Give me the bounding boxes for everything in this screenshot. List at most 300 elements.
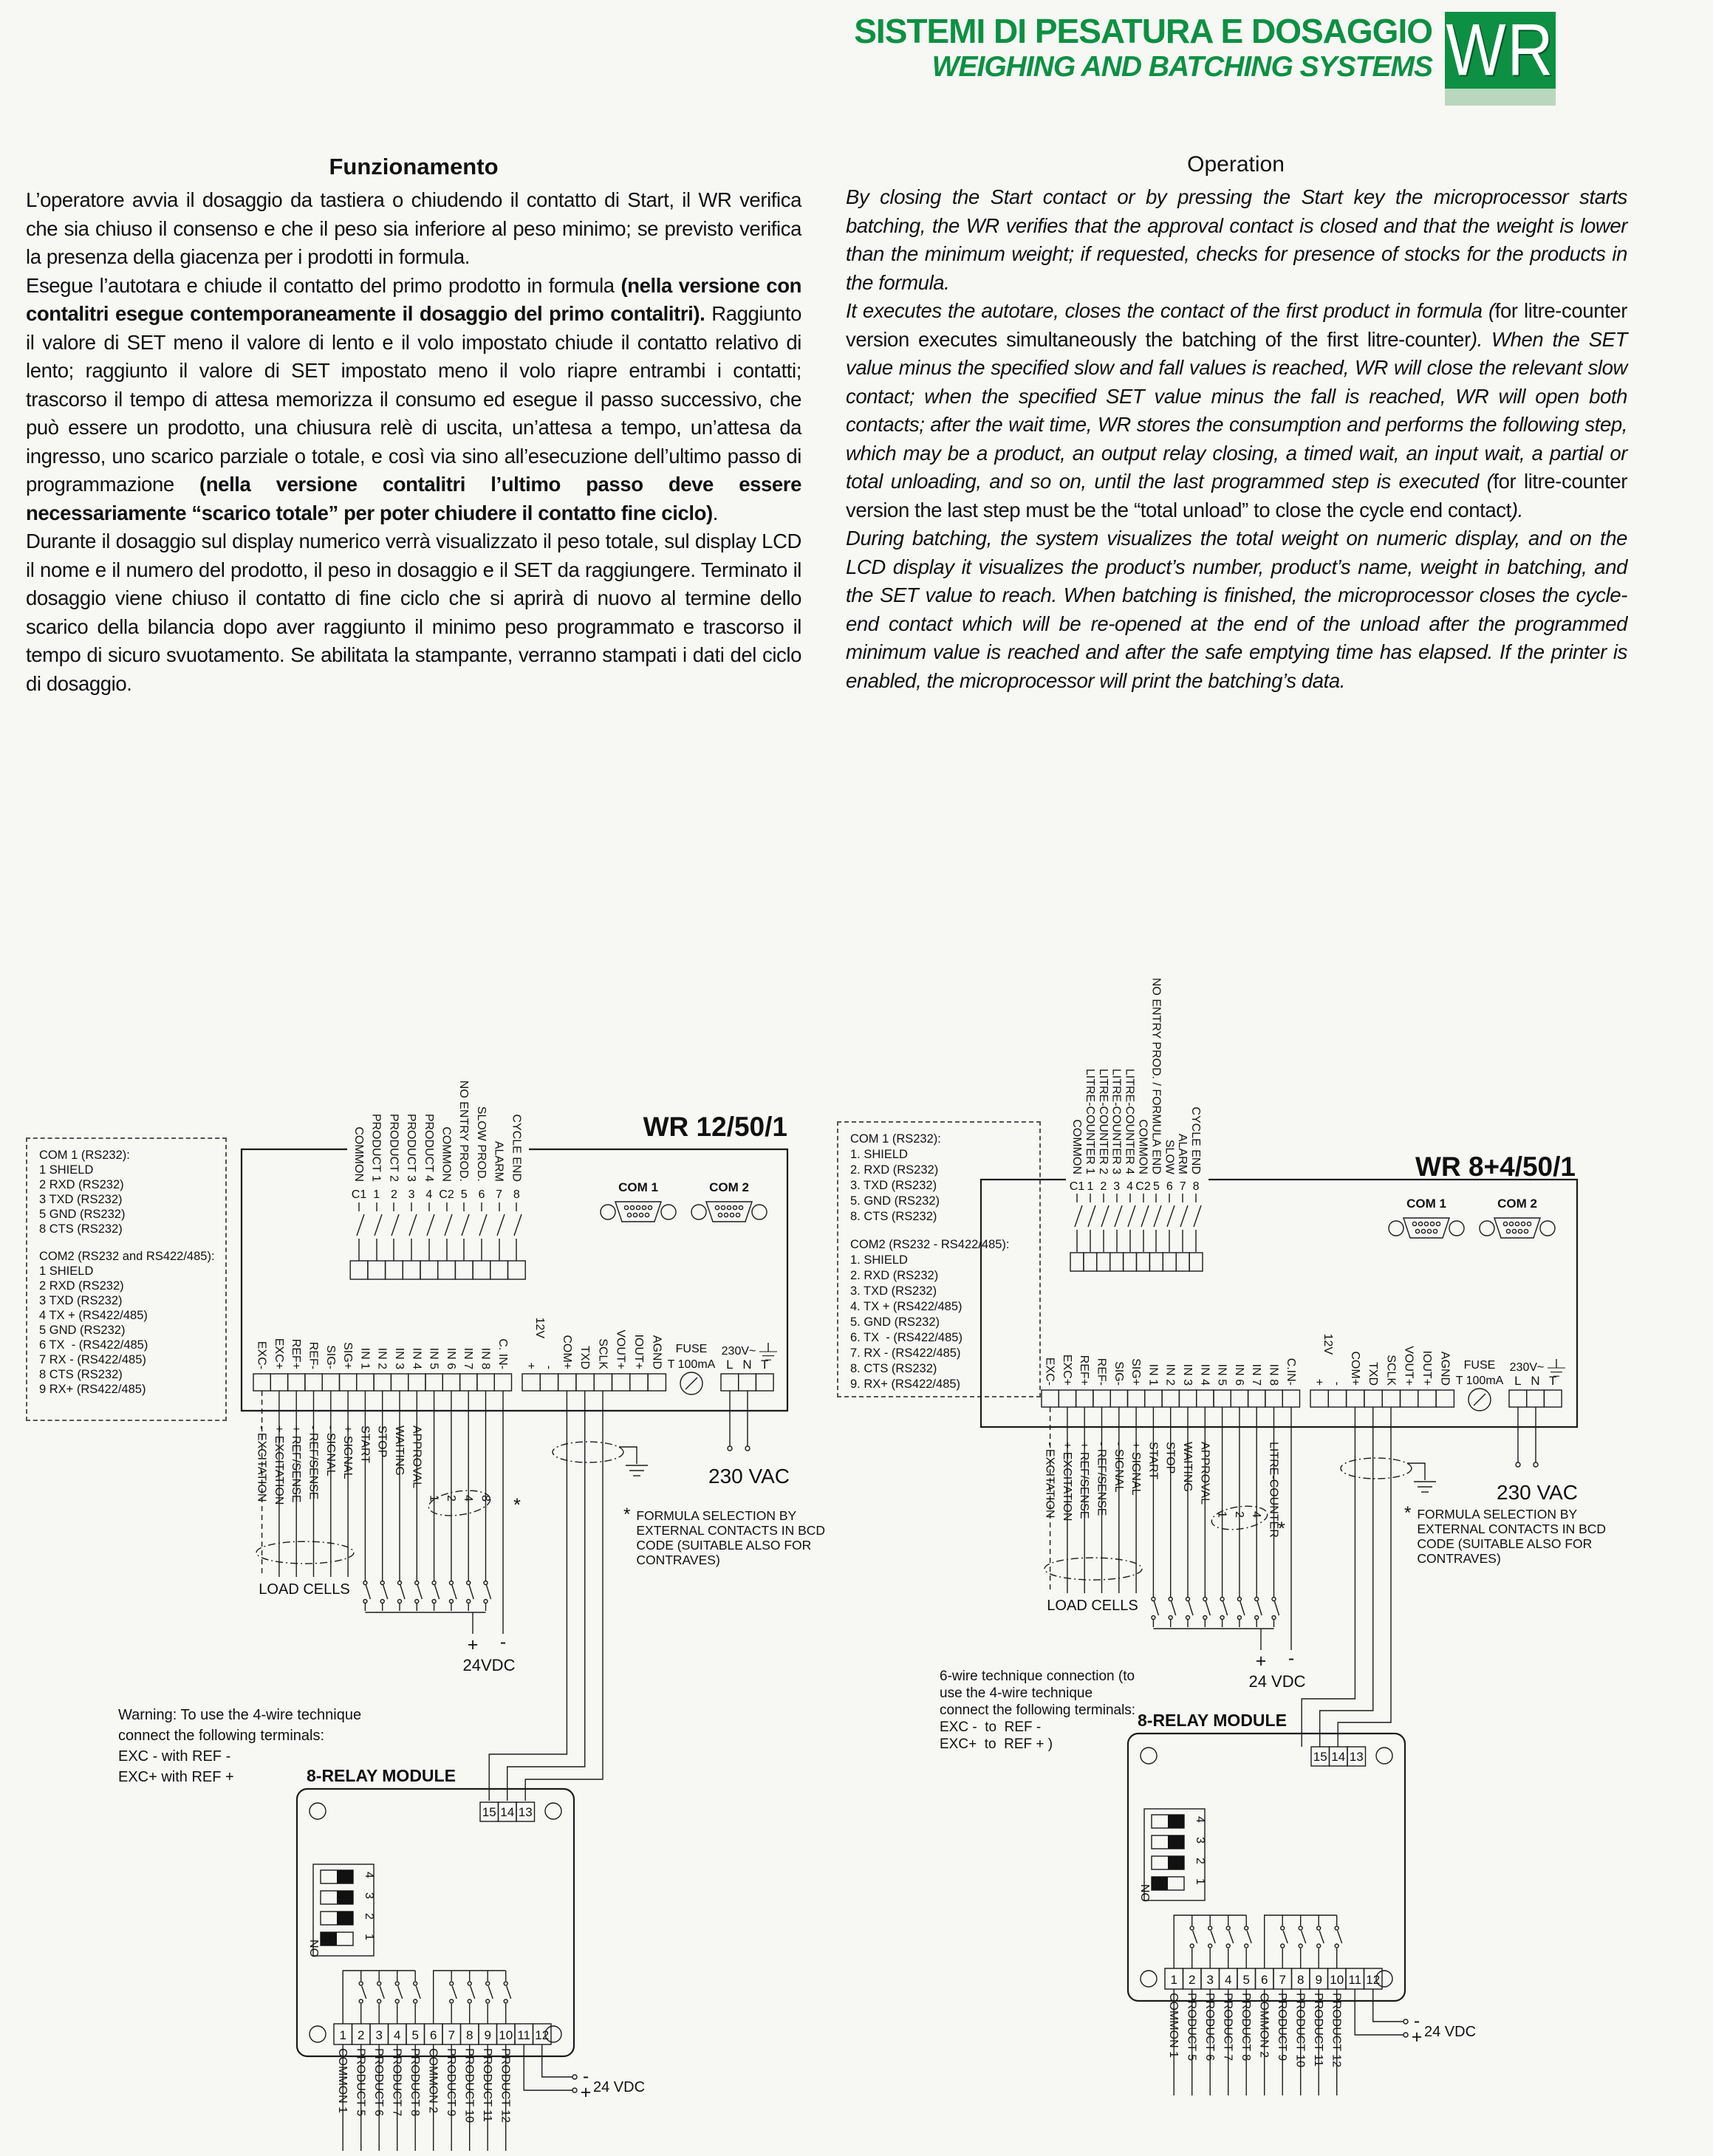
bcd-digit: 4 (462, 1495, 475, 1502)
terminal-cell (558, 1374, 576, 1391)
pinout-line: 7. RX - (RS422/485) (850, 1346, 961, 1360)
dc-plus: + (1255, 1651, 1267, 1671)
terminal-cell (1282, 1390, 1299, 1407)
aux-terminal-label: - (542, 1365, 555, 1369)
relay-module-wr84 (1128, 1711, 1476, 2095)
module-title: 8-RELAY MODULE (307, 1766, 456, 1785)
bcd-digit: 1 (427, 1495, 440, 1502)
dip-number: 2 (363, 1913, 375, 1920)
relay-module-wr12 (297, 1766, 645, 2151)
relay-terminal-number: C2 (1135, 1180, 1151, 1193)
module-top-terminal: 15 (482, 1805, 496, 1819)
io-terminal-label: IN 3 (1181, 1363, 1194, 1386)
note-line: connect the following terminals: (940, 1702, 1136, 1718)
relay-terminal-strip (1070, 1253, 1203, 1271)
terminal-cell (1093, 1390, 1110, 1407)
pinout-line: 5 GND (RS232) (39, 1323, 126, 1337)
module-output-label: PRODUCT 9 (445, 2048, 458, 2117)
io-terminal-label: SIG- (324, 1345, 337, 1369)
terminal-cell (1176, 1253, 1189, 1271)
bcd-digit: 4 (1250, 1511, 1263, 1518)
relay-output-label: LITRE-COUNTER 4 (1123, 1068, 1136, 1174)
terminal-cell (1347, 1390, 1364, 1407)
terminal-cell (368, 1261, 386, 1279)
pinout-line: COM 1 (RS232): (39, 1149, 130, 1162)
litre-counter-label: LITRE-COUNTER (1267, 1442, 1280, 1538)
com2-label: COM 2 (709, 1180, 749, 1194)
formula-note-line: CODE (SUITABLE ALSO FOR (636, 1538, 812, 1553)
io-terminal-label: IN 1 (1146, 1363, 1160, 1386)
module-terminal-number: 11 (517, 2028, 531, 2042)
io-terminal-strip (1042, 1390, 1300, 1407)
io-terminal-label: IN 8 (1267, 1363, 1280, 1386)
aux-terminal-label: COM+ (1348, 1351, 1361, 1386)
pinout-line: 4 TX + (RS422/485) (39, 1308, 148, 1322)
mains-voltage-text: 230 VAC (708, 1465, 790, 1488)
io-terminal-label: SIG+ (1129, 1358, 1143, 1386)
io-terminal-label: IN 3 (393, 1347, 406, 1369)
pinout-line: 8 CTS (RS232) (39, 1222, 123, 1236)
relay-output-label: LITRE-COUNTER 3 (1109, 1068, 1123, 1174)
below-strip-label: APPROVAL (1198, 1442, 1211, 1505)
terminal-cell (1110, 1390, 1127, 1407)
io-terminal-label: REF- (307, 1341, 320, 1369)
note-line: use the 4-wire technique (940, 1686, 1093, 1701)
relay-terminal-number: 5 (1152, 1180, 1160, 1193)
io-terminal-strip (253, 1374, 512, 1391)
module-terminal-number: 8 (1296, 1973, 1305, 1987)
relay-output-label: PRODUCT 1 (369, 1113, 383, 1182)
io-terminal-label: IN 4 (1198, 1363, 1211, 1386)
pinout-line: 9 RX+ (RS422/485) (39, 1382, 146, 1396)
aux-terminal-label: COM+ (560, 1335, 573, 1369)
com2-label: COM 2 (1497, 1197, 1537, 1211)
io-terminal-label: IN 7 (462, 1347, 475, 1369)
terminal-cell (391, 1374, 408, 1391)
pinout-line: 2 RXD (RS232) (39, 1178, 124, 1191)
terminal-cell (473, 1261, 490, 1279)
terminal-cell (1418, 1390, 1436, 1407)
dip-on-label: ON (1140, 1884, 1152, 1902)
below-strip-label: + SIGNAL (1129, 1442, 1143, 1496)
io-terminal-label: C.IN- (1284, 1358, 1297, 1386)
pinout-line: 3. TXD (RS232) (850, 1284, 937, 1298)
heading-operation: Operation (1187, 152, 1285, 177)
module-dc-plus: + (580, 2082, 592, 2103)
dc-plus: + (467, 1635, 479, 1655)
dip-number: 1 (363, 1934, 375, 1940)
module-output-label: PRODUCT 10 (462, 2048, 476, 2124)
paragraph: Esegue l’autotara e chiude il contatto del primo prodotto in formula (nella versione con contalitri esegue contemporaneamente il dosaggio del primo contalitri). Raggiunto il valore di SET meno il valore di lento e il volo impostato chiude il contatto relativo di lento; raggiunto il valore di SET impostato meno il volo riapre entrambi i contatti; trascorso il tempo di attesa memorizza il consumo ed esegue il passo successivo, che può essere un prodotto, una chiusura relè di uscita, un’attesa a tempo, un’attesa da ingresso, uno scarico parziale o totale, e così via sino all’esecuzione dell’ultimo passo di programmazione (nella versione contalitri l’ultimo passo deve essere necessariamente “scarico totale” per poter chiudere il contatto fine ciclo). (26, 273, 802, 524)
terminal-cell (305, 1374, 322, 1391)
relay-output-label: PRODUCT 2 (387, 1113, 400, 1182)
paragraph: It executes the autotare, closes the contact of the first product in formula (for litre-counter version executes simultaneously the batching of the first litre-counter). When the SET value minus the specified slow and fall values is reached, WR will close the relevant slow contact; when the specified SET value minus the fall is reached, WR will open both contacts; after the wait time, WR stores the consumption and performs the following step, which may be a product, an output relay closing, a timed wait, an input wait, a partial or total unloading, and so on, until the last programmed step is executed (for litre-counter version the last step must be the “total unload” to close the cycle end contact). (846, 299, 1627, 521)
module-terminal-number: 9 (484, 2028, 491, 2042)
io-terminal-label: IN 7 (1250, 1363, 1263, 1386)
mains-voltage-label: 230V~ (1509, 1361, 1545, 1374)
module-dc-minus: - (582, 2066, 589, 2087)
bcd-digit: 2 (1232, 1511, 1245, 1518)
com1-label: COM 1 (618, 1180, 658, 1194)
terminal-cell (721, 1374, 739, 1391)
terminal-cell (494, 1374, 511, 1391)
module-terminal-number: 5 (411, 2028, 419, 2042)
relay-terminal-number: 4 (1126, 1180, 1134, 1193)
heading-funzionamento: Funzionamento (329, 154, 499, 179)
diagram-wr84 (981, 978, 1578, 2095)
below-strip-label: START (1146, 1442, 1160, 1479)
module-terminal-number: 11 (1348, 1973, 1362, 1987)
terminal-cell (1401, 1390, 1418, 1407)
pinout-line: 1. SHIELD (850, 1253, 908, 1267)
module-output-label: PRODUCT 5 (354, 2048, 367, 2117)
formula-note-line: CONTRAVES) (1417, 1551, 1501, 1566)
pinout-line: 5 GND (RS232) (39, 1208, 126, 1221)
pinout-line: 1. SHIELD (850, 1148, 908, 1161)
terminal-cell (288, 1374, 305, 1391)
below-strip-label: + EXCITATION (272, 1426, 285, 1505)
module-terminal-number: 5 (1242, 1973, 1250, 1987)
pinout-line: 3. TXD (RS232) (850, 1179, 937, 1192)
module-output-label: PRODUCT 6 (1203, 1993, 1217, 2061)
module-terminal-number: 3 (1206, 1973, 1214, 1987)
module-output-label: PRODUCT 12 (1330, 1993, 1343, 2068)
relay-terminal-number: 8 (513, 1188, 520, 1201)
below-strip-label: - EXCITATION (255, 1426, 268, 1502)
paragraph: Durante il dosaggio sul display numerico verrà visualizzato il peso totale, sul display LCD il nome e il numero del prodotto, il peso in dosaggio e il SET da raggiungere. Terminato il dosaggio viene chiuso il contatto di fine ciclo che si aprirà di nuovo al termine dello scarico della bilancia dopo aver raggiunto il minimo peso programmato e trascorso il tempo di sicuro svuotamento. Se abilitata la stampante, verranno stampati i dati del ciclo di dosaggio. (26, 530, 801, 695)
terminal-cell (1382, 1390, 1400, 1407)
terminal-cell (1137, 1253, 1150, 1271)
terminal-cell (1328, 1390, 1346, 1407)
relay-output-label: LITRE-COUNTER 1 (1083, 1068, 1096, 1174)
bcd-digit: 2 (444, 1495, 457, 1502)
module-terminal-number: 7 (1279, 1973, 1286, 1987)
module-output-label: PRODUCT 11 (481, 2048, 494, 2122)
io-terminal-label: IN 6 (444, 1347, 457, 1369)
module-terminal-number: 4 (1224, 1973, 1232, 1987)
relay-terminal-number: 4 (425, 1188, 433, 1201)
terminal-cell (253, 1374, 270, 1391)
terminal-cell (1163, 1253, 1176, 1271)
fuse-rating: T 100mA (667, 1358, 716, 1371)
aux-terminal-strip (1310, 1390, 1454, 1407)
io-terminal-label: C. IN- (496, 1338, 509, 1369)
terminal-cell (739, 1374, 756, 1391)
module-title: 8-RELAY MODULE (1138, 1711, 1287, 1730)
mains-terminal-label: N (742, 1358, 752, 1372)
pinout-line: 8. CTS (RS232) (850, 1361, 937, 1375)
terminal-cell (630, 1374, 648, 1391)
dc-label: 24 VDC (1248, 1672, 1306, 1691)
below-strip-label: APPROVAL (410, 1426, 423, 1489)
terminal-cell (1544, 1390, 1562, 1407)
module-terminal-number: 1 (1170, 1973, 1177, 1987)
relay-terminal-number: 1 (1087, 1180, 1094, 1193)
module-top-terminal: 13 (1349, 1750, 1364, 1764)
pinout-line: COM2 (RS232 and RS422/485): (39, 1249, 215, 1263)
cable-shield-ellipse (553, 1442, 623, 1462)
com2-db9-connector-icon (1480, 1218, 1555, 1238)
aux-terminal-label: TXD (1367, 1362, 1380, 1386)
module-output-label: PRODUCT 8 (408, 2048, 422, 2117)
note-line: 6-wire technique connection (to (940, 1669, 1135, 1684)
dip-switch (1140, 1809, 1206, 1902)
pinout-line: 4. TX + (RS422/485) (850, 1299, 963, 1313)
io-terminal-label: IN 1 (358, 1347, 372, 1369)
relay-terminal-number: C1 (351, 1188, 367, 1201)
pinout-line: 5. GND (RS232) (850, 1194, 940, 1208)
relay-output-label: CYCLE END (1189, 1106, 1203, 1174)
relay-output-label: COMMON (352, 1126, 365, 1182)
dc-minus: - (499, 1632, 507, 1652)
aux-terminal-label: TXD (578, 1346, 592, 1369)
module-terminal-number: 12 (535, 2028, 550, 2042)
asterisk-icon: * (623, 1505, 631, 1524)
relay-terminal-number: 5 (460, 1188, 468, 1201)
module-terminal-number: 3 (375, 2028, 383, 2042)
pinout-line: 8. CTS (RS232) (850, 1210, 937, 1223)
relay-terminal-number: 6 (478, 1188, 485, 1201)
terminal-cell (490, 1261, 508, 1279)
aux-terminal-label: + (524, 1362, 538, 1369)
terminal-cell (1124, 1253, 1137, 1271)
pinout-line: 1 SHIELD (39, 1264, 94, 1278)
terminal-cell (508, 1261, 526, 1279)
relay-contacts (1075, 1194, 1201, 1252)
dip-number: 1 (1194, 1878, 1206, 1885)
below-strip-label: + REF/SENSE (290, 1426, 303, 1503)
terminal-cell (1084, 1253, 1097, 1271)
12v-label: 12V (1321, 1333, 1334, 1355)
pinout-line: 6 TX - (RS422/485) (39, 1338, 148, 1352)
cable-shield-ellipse (1044, 1558, 1142, 1580)
module-terminal-number: 1 (339, 2028, 346, 2042)
12v-label: 12V (533, 1317, 546, 1338)
io-terminal-label: SIG- (1112, 1361, 1125, 1386)
below-strip-label: - REF/SENSE (307, 1426, 320, 1500)
below-strip-label: WAITING (393, 1426, 406, 1476)
mains-terminal-label: T (761, 1358, 769, 1372)
module-terminal-number: 10 (499, 2028, 513, 2042)
io-terminal-label: SIG+ (341, 1342, 355, 1369)
module-terminal-number: 8 (465, 2028, 473, 2042)
below-strip-label: - SIGNAL (324, 1426, 337, 1476)
module-output-label: PRODUCT 11 (1312, 1993, 1325, 2067)
module-output-label: COMMON 2 (1257, 1993, 1271, 2058)
note-line: EXC - to REF - (940, 1719, 1042, 1735)
terminal-cell (1436, 1390, 1454, 1407)
relay-output-label: ALARM (1176, 1133, 1189, 1174)
dip-switch (309, 1864, 375, 1957)
terminal-cell (460, 1374, 477, 1391)
relay-output-labels (1070, 978, 1202, 1175)
diagram-title: WR 12/50/1 (643, 1112, 787, 1142)
io-terminal-label: REF+ (1078, 1355, 1091, 1386)
terminal-cell (1162, 1390, 1179, 1407)
pinout-line: 8 CTS (RS232) (39, 1367, 123, 1381)
below-strip-label: STOP (375, 1426, 389, 1458)
io-terminal-label: IN 6 (1232, 1363, 1245, 1386)
aux-terminal-label: AGND (650, 1335, 663, 1369)
asterisk-icon: * (513, 1495, 521, 1516)
module-output-label: PRODUCT 9 (1276, 1993, 1289, 2061)
module-output-label: COMMON 1 (336, 2048, 349, 2113)
module-output-label: COMMON 1 (1167, 1993, 1180, 2058)
warning-line: EXC - with REF - (118, 1748, 231, 1765)
paragraph: By closing the Start contact or by pressing the Start key the microprocessor starts batching, the WR verifies that the approval contact is closed and that the weight is lower than the minimum weight; if requested, checks for presence of stocks for the products in the formula. (846, 185, 1627, 294)
terminal-cell (1265, 1390, 1282, 1407)
relay-output-label: LITRE-COUNTER 2 (1096, 1068, 1109, 1174)
bcd-group-ellipse (427, 1487, 492, 1519)
terminal-cell (442, 1374, 459, 1391)
below-strip-label: STOP (1163, 1442, 1177, 1474)
pinout-line: 3 TXD (RS232) (39, 1293, 123, 1307)
aux-terminal-label: SCLK (1384, 1355, 1398, 1386)
relay-terminal-number: C1 (1069, 1180, 1085, 1193)
terminal-cell (1214, 1390, 1231, 1407)
terminal-cell (1042, 1390, 1059, 1407)
module-output-label: PRODUCT 12 (499, 2048, 512, 2124)
bcd-digit: 8 (479, 1495, 492, 1502)
dip-number: 4 (363, 1872, 375, 1878)
terminal-cell (438, 1261, 456, 1279)
terminal-cell (425, 1374, 442, 1391)
below-strip-label: + EXCITATION (1060, 1442, 1073, 1522)
fuse-rating: T 100mA (1455, 1375, 1504, 1387)
formula-note-line: CODE (SUITABLE ALSO FOR (1417, 1536, 1593, 1551)
relay-output-label: NO ENTRY PROD. / FORMULA END (1149, 977, 1163, 1174)
relay-output-label: COMMON (1136, 1119, 1149, 1174)
terminal-cell (1110, 1253, 1124, 1271)
terminal-cell (322, 1374, 339, 1391)
module-dc-minus: - (1413, 2010, 1420, 2031)
asterisk-icon: * (1278, 1519, 1285, 1539)
formula-note-line: EXTERNAL CONTACTS IN BCD (636, 1523, 826, 1538)
load-cells-label: LOAD CELLS (1047, 1598, 1138, 1614)
com1-label: COM 1 (1406, 1197, 1446, 1211)
pinout-line: 2. RXD (RS232) (850, 1163, 939, 1177)
module-output-label: PRODUCT 6 (372, 2048, 386, 2117)
module-terminal-number: 10 (1330, 1973, 1344, 1987)
relay-output-label: CYCLE END (510, 1114, 523, 1182)
relay-output-labels (352, 1081, 522, 1182)
formula-note-line: FORMULA SELECTION BY (636, 1508, 797, 1523)
aux-terminal-label: VOUT+ (614, 1329, 627, 1369)
io-terminal-label: EXC+ (272, 1338, 285, 1369)
io-terminal-label: IN 5 (1215, 1363, 1228, 1386)
module-dc-label: 24 VDC (1423, 2024, 1477, 2040)
io-terminal-label: EXC+ (1060, 1354, 1073, 1386)
module-terminal-number: 6 (1260, 1973, 1268, 1987)
terminal-cell (1149, 1253, 1163, 1271)
module-output-label: COMMON 2 (426, 2048, 440, 2113)
relay-output-label: COMMON (440, 1126, 453, 1182)
fuse-label: FUSE (675, 1343, 708, 1355)
relay-terminal-number: 7 (496, 1188, 503, 1201)
pinout-line: 9. RX+ (RS422/485) (850, 1377, 961, 1391)
mains-voltage-label: 230V~ (721, 1345, 756, 1358)
pinout-line: 2. RXD (RS232) (850, 1268, 939, 1282)
terminal-cell (648, 1374, 666, 1391)
terminal-cell (540, 1374, 558, 1391)
module-top-terminal: 14 (500, 1805, 515, 1819)
below-strip-label: - REF/SENSE (1095, 1442, 1108, 1516)
below-strip-label: - SIGNAL (1112, 1442, 1125, 1493)
com2-db9-connector-icon (691, 1202, 767, 1222)
terminal-cell (1059, 1390, 1076, 1407)
warning-line: Warning: To use the 4-wire technique (118, 1707, 362, 1723)
io-terminal-label: IN 5 (427, 1347, 440, 1369)
terminal-cell (756, 1374, 773, 1391)
terminal-cell (522, 1374, 540, 1391)
module-output-label: PRODUCT 5 (1185, 1993, 1198, 2061)
terminal-cell (1179, 1390, 1196, 1407)
terminal-cell (1097, 1253, 1110, 1271)
io-terminal-label: EXC- (255, 1341, 268, 1369)
header-title-italian: SISTEMI DI PESATURA E DOSAGGIO (854, 12, 1432, 50)
terminal-cell (350, 1261, 368, 1279)
formula-note-line: FORMULA SELECTION BY (1417, 1507, 1578, 1522)
terminal-cell (1310, 1390, 1328, 1407)
terminal-cell (612, 1374, 630, 1391)
below-strip-label: + REF/SENSE (1078, 1442, 1091, 1519)
mains-terminal-label: L (726, 1358, 734, 1372)
aux-terminal-label: SCLK (596, 1338, 609, 1369)
mains-terminal-strip (721, 1358, 773, 1391)
below-strip-label: START (358, 1426, 372, 1463)
terminal-cell (408, 1374, 425, 1391)
pinout-line: COM 1 (RS232): (850, 1132, 941, 1146)
module-terminal-number: 6 (429, 2028, 437, 2042)
terminal-cell (1509, 1390, 1527, 1407)
dip-number: 4 (1194, 1816, 1206, 1823)
aux-terminal-label: IOUT+ (632, 1334, 645, 1369)
terminal-cell (1128, 1390, 1145, 1407)
dip-on-label: ON (309, 1940, 321, 1957)
below-strip-label: - EXCITATION (1043, 1442, 1056, 1519)
terminal-cell (270, 1374, 287, 1391)
pinout-line: 7 RX - (RS422/485) (39, 1352, 146, 1366)
module-output-label: PRODUCT 8 (1240, 1993, 1253, 2061)
below-strip-label: + SIGNAL (341, 1426, 355, 1479)
dc-label: 24VDC (462, 1656, 516, 1674)
pinout-line: 1 SHIELD (39, 1163, 94, 1177)
relay-terminal-number: 8 (1192, 1180, 1200, 1193)
module-terminal-number: 2 (1188, 1973, 1196, 1987)
module-top-terminal: 14 (1331, 1750, 1346, 1764)
module-dc-label: 24 VDC (592, 2079, 646, 2095)
relay-terminal-number: 7 (1179, 1180, 1186, 1193)
relay-output-label: SLOW (1163, 1139, 1176, 1174)
mains-voltage-text: 230 VAC (1497, 1481, 1578, 1504)
aux-terminal-label: - (1330, 1381, 1344, 1386)
cable-shield-ellipse (1341, 1458, 1412, 1479)
relay-terminal-strip (350, 1261, 525, 1279)
below-strip-label: WAITING (1181, 1442, 1194, 1492)
module-terminal-number: 4 (393, 2028, 401, 2042)
relay-output-label: NO ENTRY PROD. (457, 1080, 471, 1182)
terminal-cell (386, 1261, 403, 1279)
paragraph: L’operatore avvia il dosaggio da tastiera o chiudendo il contatto di Start, il WR verifica che sia chiuso il consenso e che il peso sia inferiore al peso minimo; se previsto verifica la presenza della giacenza per i prodotti in formula. (26, 188, 801, 268)
warning-line: connect the following terminals: (118, 1728, 325, 1744)
terminal-cell (1527, 1390, 1545, 1407)
ground-icon (626, 1465, 648, 1476)
module-dc-plus: + (1411, 2027, 1423, 2047)
relay-terminal-number: 1 (373, 1188, 380, 1201)
terminal-cell (1076, 1390, 1093, 1407)
wr-logo-text: WR (1446, 9, 1555, 91)
warning-line: EXC+ with REF + (118, 1769, 234, 1785)
